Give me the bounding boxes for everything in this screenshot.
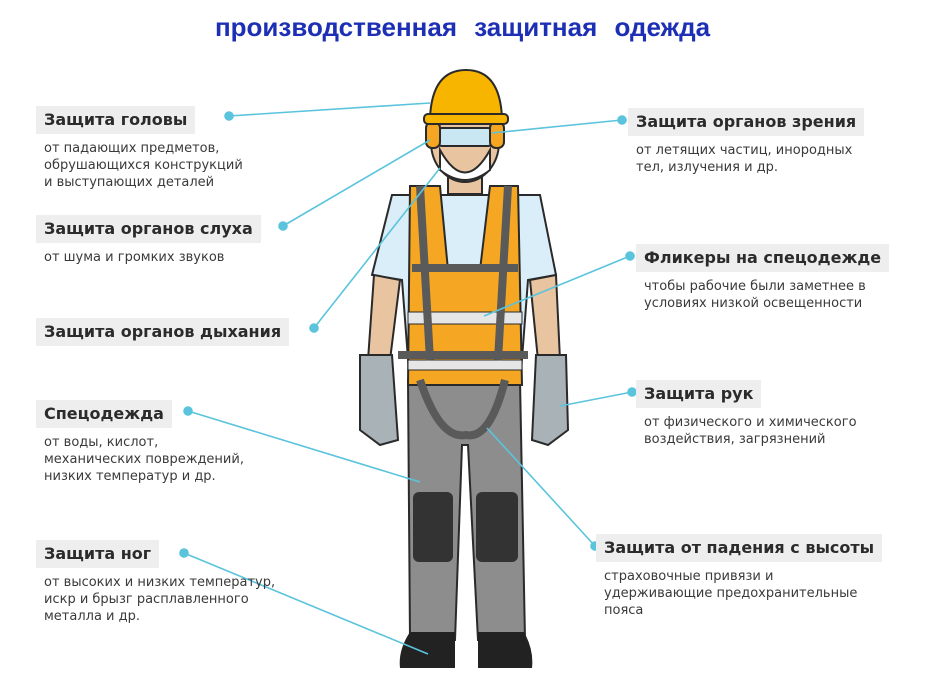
callout-title: Защита рук bbox=[636, 380, 761, 408]
pants bbox=[408, 380, 525, 640]
callout-description: от воды, кислот, механических повреждений, низких температур и др. bbox=[44, 435, 244, 484]
callout-head-protection bbox=[36, 106, 243, 191]
callout-description: от шума и громких звуков bbox=[44, 250, 225, 265]
callout-respiratory-protection bbox=[36, 318, 289, 346]
callout-description: от летящих частиц, инородных тел, излучения и др. bbox=[636, 143, 853, 175]
callout-title: Фликеры на спецодежде bbox=[636, 244, 889, 272]
callout-title: Защита от падения с высоты bbox=[596, 534, 882, 562]
callout-title: Защита органов слуха bbox=[36, 215, 261, 243]
callout-title: Защита органов зрения bbox=[628, 108, 864, 136]
callout-hearing-protection bbox=[36, 215, 261, 266]
callout-foot-protection bbox=[36, 540, 275, 625]
callout-reflective-flickers bbox=[636, 244, 889, 312]
callout-title: Спецодежда bbox=[36, 400, 172, 428]
callout-title: Защита органов дыхания bbox=[36, 318, 289, 346]
callout-title: Защита головы bbox=[36, 106, 195, 134]
callout-description: чтобы рабочие были заметнее в условиях низкой освещенности bbox=[644, 279, 866, 311]
callout-workwear bbox=[36, 400, 244, 485]
callout-eye-protection bbox=[628, 108, 864, 176]
helmet bbox=[424, 70, 508, 124]
callout-fall-protection bbox=[596, 534, 882, 619]
callout-description: от высоких и низких температур, искр и брызг расплавленного металла и др. bbox=[44, 575, 276, 624]
callout-description: страховочные привязи и удерживающие предохранительные пояса bbox=[604, 569, 858, 618]
callout-description: от падающих предметов, обрушающихся конструкций и выступающих деталей bbox=[44, 141, 243, 190]
page-title: производственная защитная одежда bbox=[214, 12, 711, 42]
callout-description: от физического и химического воздействия, загрязнений bbox=[644, 415, 857, 447]
callout-title: Защита ног bbox=[36, 540, 159, 568]
callout-hand-protection bbox=[636, 380, 857, 448]
